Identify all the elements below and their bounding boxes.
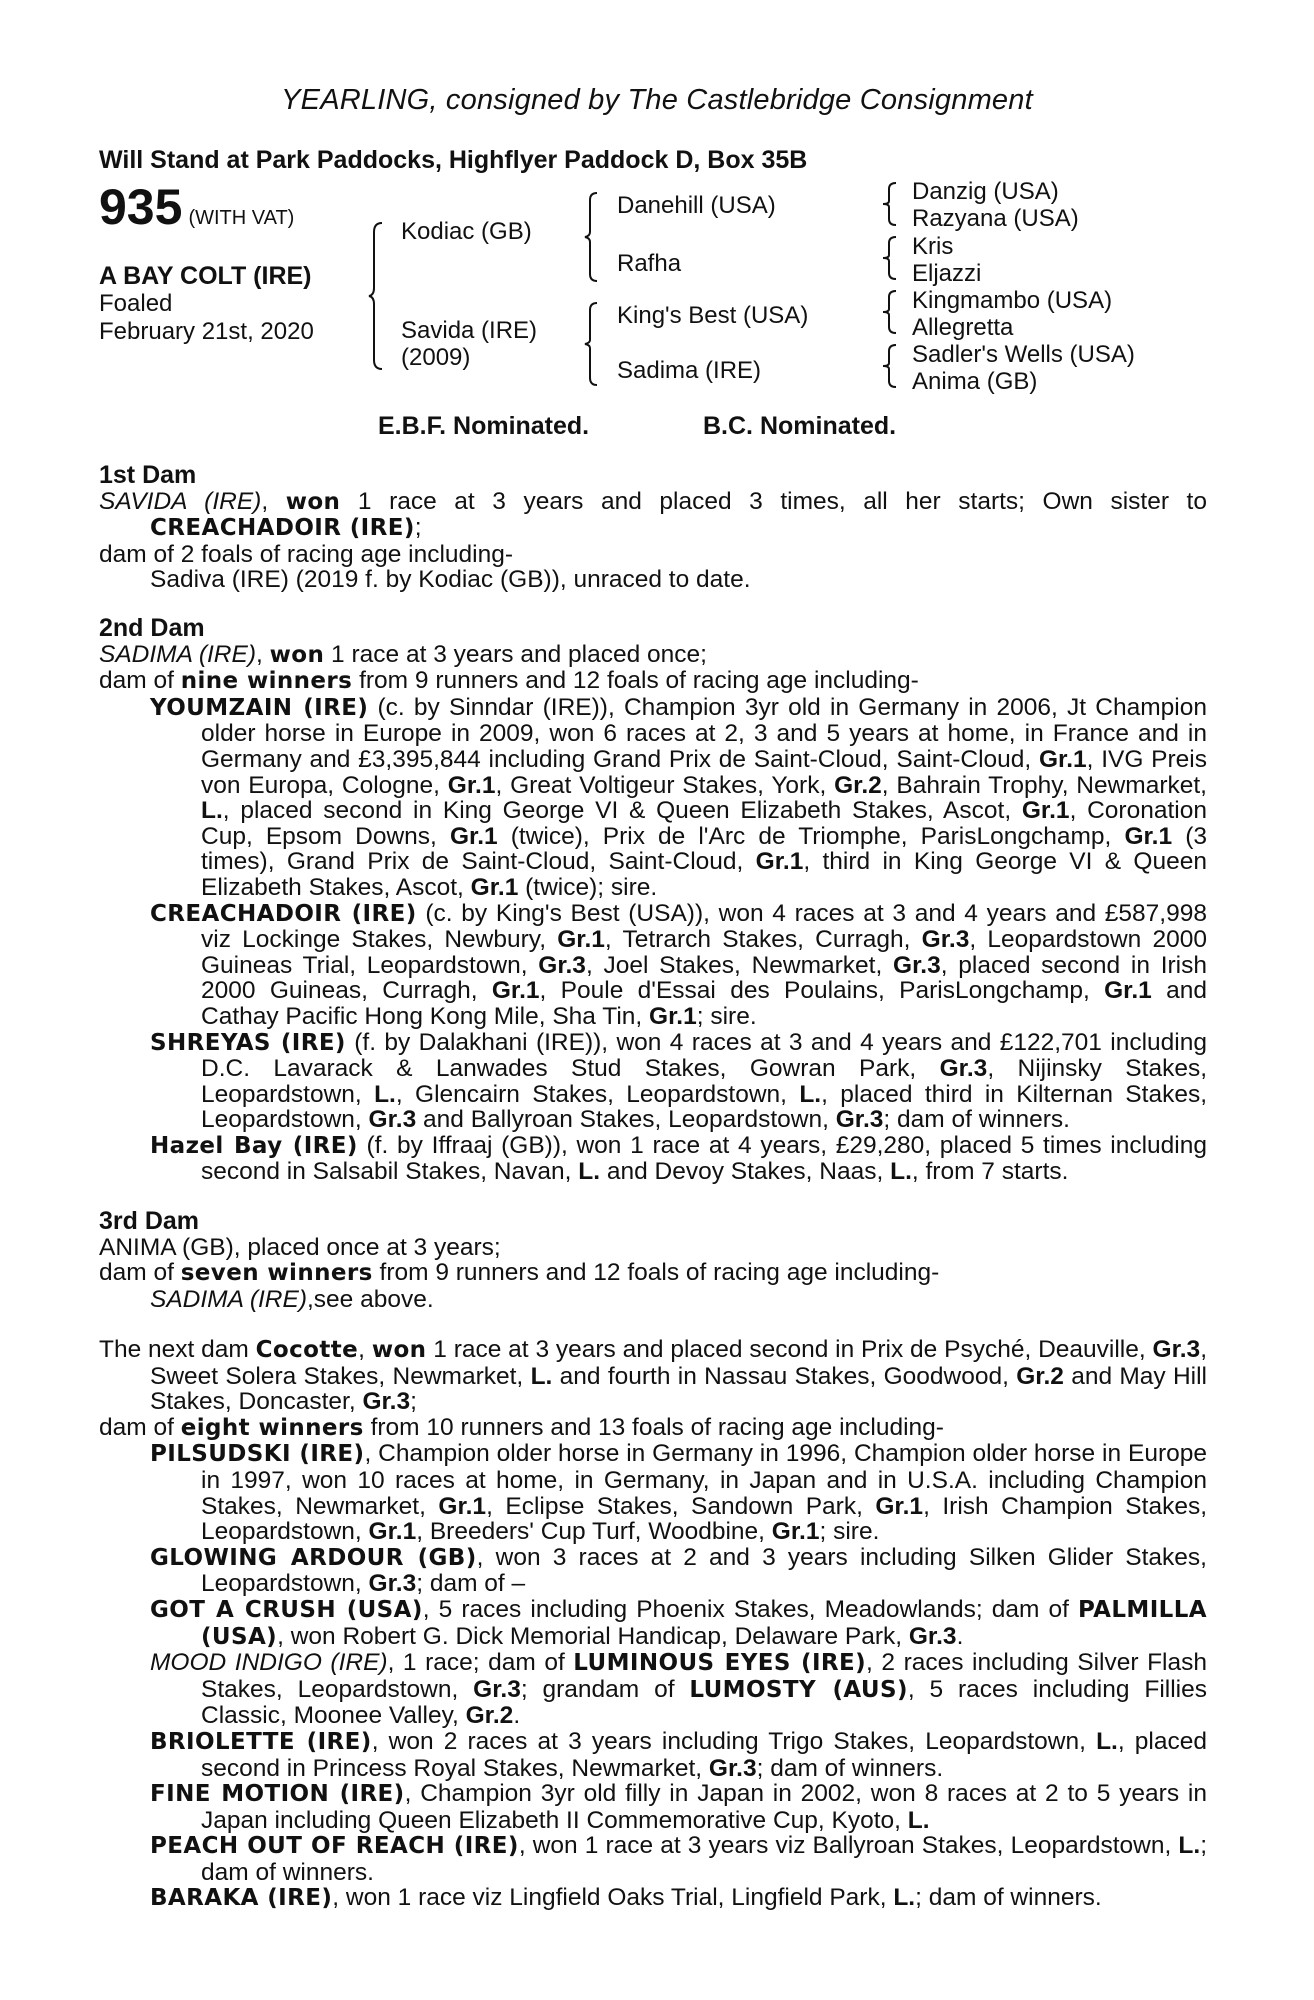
produce-entry: YOUMZAIN (IRE) (c. by Sinndar (IRE)), Champion 3yr old in Germany in 2006, Jt Champion older horse in Europe in 2009, won 6 races at 2, 3 and 5 years at home, in France and in Germany and £3,395,844 including Grand Prix de Saint-Cloud, Saint-Cloud, Gr.1, IVG Preis von Europa, Cologne, Gr.1, Great Voltigeur Stakes, York, Gr.2, Bahrain Trophy, Newmarket, L., placed second in King George VI & Queen Elizabeth Stakes, Ascot, Gr.1, Coronation Cup, Epsom Downs, Gr.1 (twice), Prix de l'Arc de Triomphe, ParisLongchamp, Gr.1 (3 times), Grand Prix de Saint-Cloud, Saint-Cloud, Gr.1, third in King George VI & Queen Elizabeth Stakes, Ascot, Gr.1 (twice); sire. [150,693,1207,901]
produce-entry: PEACH OUT OF REACH (IRE), won 1 race at 3 years viz Ballyroan Stakes, Leopardstown, L.; dam of winners. [150,1832,1207,1886]
produce-entry: BRIOLETTE (IRE), won 2 races at 3 years including Trigo Stakes, Leopardstown, L., placed second in Princess Royal Stakes, Newmarket, Gr.3; dam of winners. [150,1727,1207,1782]
sire-dam: Rafha [617,250,682,277]
next-dam-intro: The next dam Cocotte, won 1 race at 3 years and placed second in Prix de Psyché, Deauville, Gr.3, Sweet Solera Stakes, Newmarket, L. and fourth in Nassau Stakes, Goodwood, Gr.2 and May Hill Stakes, Doncaster, Gr.3; [99,1336,1208,1416]
dam-year: (2009) [401,344,471,371]
produce-entry: FINE MOTION (IRE), Champion 3yr old filly in Japan in 2002, won 8 races at 2 to 5 years in Japan including Queen Elizabeth II Commemorative Cup, Kyoto, L. [150,1780,1207,1834]
horse-description: A BAY COLT (IRE) [99,262,312,290]
gg-bracket-4 [882,344,898,388]
ped-g4: Eljazzi [912,260,982,287]
foaled-label: Foaled [99,290,173,317]
foaled-info [99,290,314,346]
third-dam-section [99,1209,1207,1312]
dam: Savida (IRE) [401,317,538,344]
first-dam-line: dam of 2 foals of racing age including- [99,540,514,568]
dam-bracket [584,302,600,386]
lot-number-block [99,179,295,235]
next-dam-section [99,1337,1207,1912]
third-dam-title: 3rd Dam [99,1207,200,1235]
next-dam-intro: dam of eight winners from 10 runners and 13 foals of racing age including- [99,1413,944,1441]
third-dam-line: SADIMA (IRE),see above. [150,1285,434,1313]
first-dam-title: 1st Dam [99,461,197,489]
second-dam-section [99,616,1207,1185]
ped-g3: Kris [912,233,954,260]
produce-entry: SHREYAS (IRE) (f. by Dalakhani (IRE)), won 4 races at 3 and 4 years and £122,701 including D.C. Lavarack & Lanwades Stud Stakes, Gowran Park, Gr.3, Nijinsky Stakes, Leopardstown, L., Glencairn Stakes, Leopardstown, L., placed third in Kilternan Stakes, Leopardstown, Gr.3 and Ballyroan Stakes, Leopardstown, Gr.3; dam of winners. [150,1028,1208,1134]
gg-bracket-3 [882,290,898,334]
first-dam-section [99,463,1207,593]
ped-g7: Sadler's Wells (USA) [912,341,1135,368]
ped-g5: Kingmambo (USA) [912,287,1113,314]
produce-entry: BARAKA (IRE), won 1 race viz Lingfield Oaks Trial, Lingfield Park, L.; dam of winners. [150,1884,1102,1912]
first-dam-line: Sadiva (IRE) (2019 f. by Kodiac (GB)), unraced to date. [150,566,751,594]
ped-g2: Razyana (USA) [912,205,1079,232]
second-dam-title: 2nd Dam [99,614,205,642]
produce-entry: GOT A CRUSH (USA), 5 races including Phoenix Stakes, Meadowlands; dam of PALMILLA (USA), won Robert G. Dick Memorial Handicap, Delaware Park, Gr.3. [150,1595,1207,1650]
second-dam-intro: dam of nine winners from 9 runners and 12 foals of racing age including- [99,667,919,695]
lot-number: 935 [99,179,183,235]
ped-g6: Allegretta [912,314,1014,341]
ped-g8: Anima (GB) [912,368,1038,395]
third-dam-line: ANIMA (GB), placed once at 3 years; [99,1233,501,1261]
dam-sire: King's Best (USA) [617,302,809,329]
sire: Kodiac (GB) [401,218,532,245]
sire-sire: Danehill (USA) [617,192,776,219]
dam-dam: Sadima (IRE) [617,357,762,384]
gg-bracket-2 [882,236,898,280]
stand-location: Will Stand at Park Paddocks, Highflyer Paddock D, Box 35B [99,146,808,174]
third-dam-line: dam of seven winners from 9 runners and 12 foals of racing age including- [99,1259,940,1287]
gg-bracket-1 [882,182,898,226]
consignment-header: YEARLING, consigned by The Castlebridge Consignment [281,84,1033,116]
produce-entry: CREACHADOIR (IRE) (c. by King's Best (USA)), won 4 races at 3 and 4 years and £587,998 viz Lockinge Stakes, Newbury, Gr.1, Tetrarch Stakes, Curragh, Gr.3, Leopardstown 2000 Guineas Trial, Leopardstown, Gr.3, Joel Stakes, Newmarket, Gr.3, placed second in Irish 2000 Guineas, Curragh, Gr.1, Poule d'Essai des Poulains, ParisLongchamp, Gr.1 and Cathay Pacific Hong Kong Mile, Sha Tin, Gr.1; sire. [150,899,1207,1030]
vat-note: (WITH VAT) [188,207,295,229]
ped-g1: Danzig (USA) [912,178,1059,205]
first-dam-line: SAVIDA (IRE), won 1 race at 3 years and placed 3 times, all her starts; Own sister to CREACHADOIR (IRE); [99,487,1207,542]
ebf-nomination: E.B.F. Nominated. [378,412,590,440]
foaled-date: February 21st, 2020 [99,318,314,345]
produce-entry: PILSUDSKI (IRE), Champion older horse in Germany in 1996, Champion older horse in Europe in 1997, won 10 races at home, in Germany, in Japan and in U.S.A. including Champion Stakes, Newmarket, Gr.1, Eclipse Stakes, Sandown Park, Gr.1, Irish Champion Stakes, Leopardstown, Gr.1, Breeders' Cup Turf, Woodbine, Gr.1; sire. [150,1440,1208,1546]
produce-entry: Hazel Bay (IRE) (f. by Iffraaj (GB)), won 1 race at 4 years, £29,280, placed 5 times including second in Salsabil Stakes, Navan, L. and Devoy Stakes, Naas, L., from 7 starts. [150,1131,1207,1186]
produce-entry: MOOD INDIGO (IRE), 1 race; dam of LUMINOUS EYES (IRE), 2 races including Silver Flash Stakes, Leopardstown, Gr.3; grandam of LUMOSTY (AUS), 5 races including Fillies Classic, Moonee Valley, Gr.2. [150,1649,1207,1730]
pedigree-main-bracket [368,222,386,370]
bc-nomination: B.C. Nominated. [703,412,897,440]
second-dam-intro: SADIMA (IRE), won 1 race at 3 years and placed once; [99,640,707,668]
produce-entry: GLOWING ARDOUR (GB), won 3 races at 2 and 3 years including Silken Glider Stakes, Leopardstown, Gr.3; dam of – [150,1543,1207,1598]
sire-bracket [584,192,600,282]
